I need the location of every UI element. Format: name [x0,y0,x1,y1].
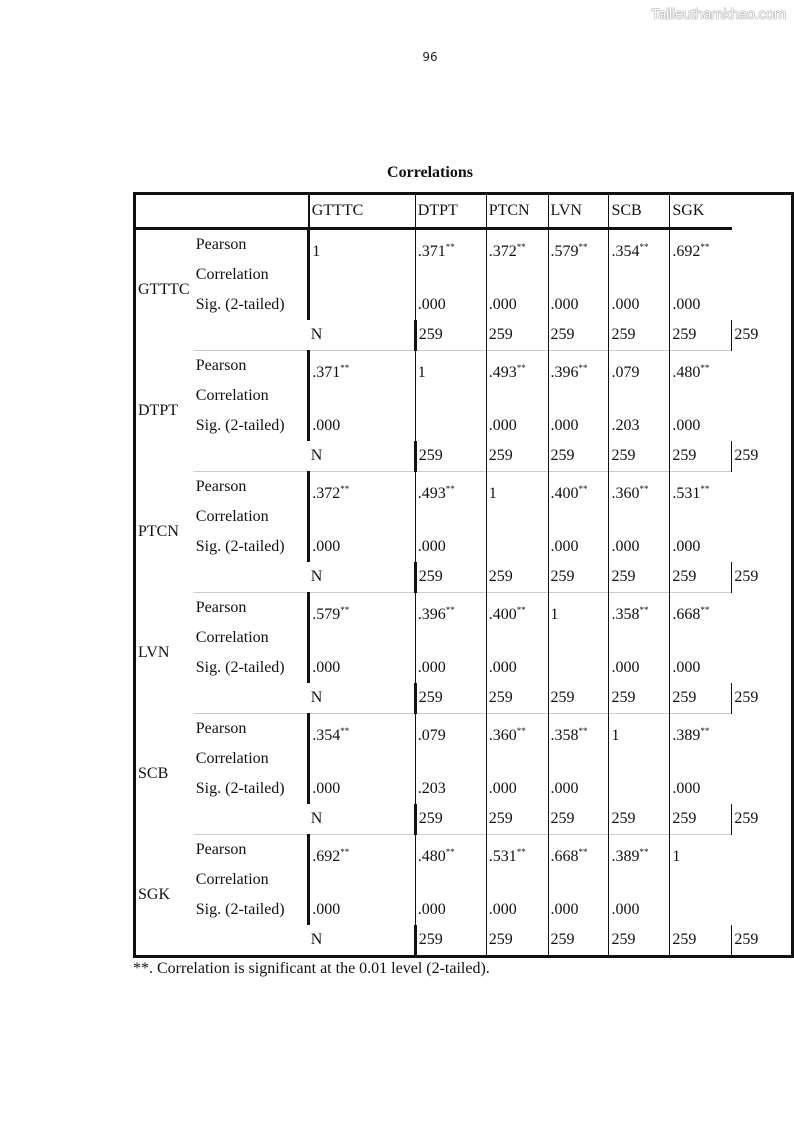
table-body [135,229,793,957]
variable-spacer [194,562,309,593]
stat-label-pearson-line2: Correlation [195,387,269,404]
n-value: 259 [670,804,732,835]
stat-label-sig: Sig. (2-tailed) [194,532,309,562]
pearson-value-cell [670,229,732,291]
column-header: SCB [609,194,670,229]
n-value: 259 [548,925,609,957]
pearson-value-cell [670,593,732,654]
sig-value: .000 [670,532,732,562]
sig-value: .000 [670,290,732,320]
significance-marker: ** [340,847,350,857]
stat-label-n: N [309,441,416,472]
table-row-n [135,925,793,957]
pearson-value: 1 [488,485,497,502]
stat-label-n: N [309,804,416,835]
n-value: 259 [609,804,670,835]
n-value: 259 [732,320,793,351]
pearson-value-cell [309,351,416,412]
significance-marker: ** [639,605,649,615]
correlations-table [133,192,794,958]
footnote: **. Correlation is significant at the 0.01 level (2-tailed). [133,960,490,977]
stat-label-pearson-line2: Correlation [195,750,269,767]
n-value: 259 [415,683,486,714]
pearson-value-cell [486,835,548,896]
sig-value: .000 [309,532,416,562]
pearson-value-cell [486,472,548,533]
sig-value [486,532,548,562]
table-row-pearson [135,229,793,291]
pearson-value: .079 [417,727,446,744]
significance-marker: ** [639,847,649,857]
sig-value: .000 [415,653,486,683]
sig-value [609,774,670,804]
variable-label: GTTTC [138,281,190,299]
sig-value: .000 [309,895,416,925]
pearson-value-cell [309,835,416,896]
stat-label-pearson-line1: Pearson [195,478,247,495]
sig-value: .000 [548,895,609,925]
significance-marker: ** [445,242,455,252]
sig-value: .000 [670,653,732,683]
pearson-value: .400 [550,485,579,502]
n-value: 259 [415,441,486,472]
table-row-n [135,562,793,593]
significance-marker: ** [340,605,350,615]
n-value: 259 [609,683,670,714]
stat-label-sig: Sig. (2-tailed) [194,774,309,804]
pearson-value: .360 [611,485,640,502]
sig-value: .000 [486,653,548,683]
pearson-value: .668 [672,606,701,623]
stat-label-pearson [194,229,309,291]
pearson-value-cell [609,351,670,412]
pearson-value: .480 [672,364,701,381]
n-value: 259 [415,925,486,957]
stat-label-pearson-line1: Pearson [195,236,247,253]
variable-label: SCB [138,765,169,782]
header-corner [135,194,309,229]
stat-label-pearson-line1: Pearson [195,841,247,858]
stat-label-pearson-line2: Correlation [195,266,269,283]
table-row-pearson [135,714,793,775]
n-value: 259 [415,804,486,835]
pearson-value: .371 [312,364,341,381]
sig-value: .000 [309,653,416,683]
significance-marker: ** [578,726,588,736]
pearson-value-cell [548,593,609,654]
significance-marker: ** [445,847,455,857]
sig-value: .000 [609,895,670,925]
n-value: 259 [670,320,732,351]
stat-label-pearson [194,472,309,533]
significance-marker: ** [516,363,526,373]
pearson-value-cell [309,472,416,533]
significance-marker: ** [639,484,649,494]
stat-label-pearson [194,593,309,654]
stat-label-pearson-line2: Correlation [195,871,269,888]
pearson-value-cell [609,472,670,533]
pearson-value-cell [548,835,609,896]
column-header: LVN [548,194,609,229]
sig-value: .000 [415,532,486,562]
pearson-value: .480 [417,848,446,865]
sig-value: .203 [609,411,670,441]
column-header: PTCN [486,194,548,229]
significance-marker: ** [700,484,710,494]
n-value: 259 [486,925,548,957]
n-value: 259 [548,683,609,714]
pearson-value: .358 [611,606,640,623]
n-value: 259 [609,441,670,472]
n-value: 259 [486,804,548,835]
pearson-value: .692 [672,243,701,260]
stat-label-sig: Sig. (2-tailed) [194,411,309,441]
pearson-value-cell [609,714,670,775]
table-row-pearson [135,593,793,654]
pearson-value-cell [670,472,732,533]
significance-marker: ** [578,484,588,494]
significance-marker: ** [516,242,526,252]
n-value: 259 [732,562,793,593]
sig-value: .000 [609,290,670,320]
header-row [135,194,793,229]
pearson-value: .668 [550,848,579,865]
table-row-sig [135,411,793,441]
significance-marker: ** [516,726,526,736]
pearson-value-cell [548,714,609,775]
pearson-value-cell [415,472,486,533]
pearson-value: .358 [550,727,579,744]
significance-marker: ** [578,242,588,252]
n-value: 259 [486,683,548,714]
sig-value: .000 [415,290,486,320]
table-row-n [135,804,793,835]
n-value: 259 [548,441,609,472]
significance-marker: ** [445,484,455,494]
pearson-value-cell [415,714,486,775]
column-header: SGK [670,194,732,229]
pearson-value: .396 [417,606,446,623]
sig-value: .000 [548,774,609,804]
sig-value: .000 [486,411,548,441]
n-value: 259 [670,441,732,472]
table-row-n [135,441,793,472]
n-value: 259 [486,441,548,472]
stat-label-pearson [194,351,309,412]
pearson-value: .396 [550,364,579,381]
n-value: 259 [609,925,670,957]
pearson-value-cell [609,835,670,896]
pearson-value-cell [309,593,416,654]
pearson-value: .389 [611,848,640,865]
stat-label-n: N [309,925,416,957]
variable-spacer [194,441,309,472]
table-row-n [135,320,793,351]
table-row-sig [135,290,793,320]
table-row-sig [135,774,793,804]
table-row-sig [135,895,793,925]
pearson-value: 1 [550,606,559,623]
sig-value: .000 [609,532,670,562]
stat-label-pearson-line2: Correlation [195,629,269,646]
pearson-value-cell [548,351,609,412]
table-row-n [135,683,793,714]
table-title: Correlations [387,164,473,181]
pearson-value-cell [548,472,609,533]
stat-label-n: N [309,683,416,714]
n-value: 259 [486,320,548,351]
sig-value: .203 [415,774,486,804]
pearson-value: 1 [611,727,620,744]
variable-spacer [194,804,309,835]
sig-value [670,895,732,925]
n-value: 259 [548,320,609,351]
n-value: 259 [670,683,732,714]
sig-value: .000 [670,774,732,804]
pearson-value-cell [486,351,548,412]
n-value: 259 [670,562,732,593]
pearson-value: .400 [488,606,517,623]
stat-label-sig: Sig. (2-tailed) [194,895,309,925]
stat-label-pearson-line1: Pearson [195,720,247,737]
pearson-value: .354 [312,727,341,744]
variable-label: DTPT [138,402,178,419]
n-value: 259 [548,562,609,593]
pearson-value-cell [415,593,486,654]
n-value: 259 [609,562,670,593]
pearson-value: .079 [611,364,640,381]
pearson-value: 1 [417,364,426,381]
pearson-value-cell [415,351,486,412]
significance-marker: ** [700,363,710,373]
variable-label: SGK [138,885,171,903]
n-value: 259 [732,925,793,957]
significance-marker: ** [516,847,526,857]
pearson-value-cell [670,714,732,775]
pearson-value: .360 [488,727,517,744]
sig-value: .000 [415,895,486,925]
significance-marker: ** [578,847,588,857]
n-value: 259 [548,804,609,835]
stat-label-n: N [309,320,416,351]
n-value: 259 [670,925,732,957]
sig-value: .000 [548,290,609,320]
pearson-value: 1 [312,243,321,260]
pearson-value: 1 [672,848,681,865]
watermark: Tailieuthamkhao.com [650,6,786,23]
pearson-value-cell [486,714,548,775]
n-value: 259 [415,320,486,351]
significance-marker: ** [516,605,526,615]
pearson-value: .531 [672,485,701,502]
variable-spacer [194,320,309,351]
pearson-value-cell [486,229,548,291]
pearson-value-cell [309,229,416,291]
n-value: 259 [486,562,548,593]
sig-value: .000 [486,774,548,804]
n-value: 259 [732,804,793,835]
column-header: DTPT [415,194,486,229]
pearson-value-cell [486,593,548,654]
pearson-value: .692 [312,848,341,865]
table-row-pearson [135,472,793,533]
stat-label-n: N [309,562,416,593]
variable-spacer [194,683,309,714]
pearson-value-cell [670,351,732,412]
significance-marker: ** [639,242,649,252]
pearson-value: .531 [488,848,517,865]
pearson-value: .493 [417,485,446,502]
sig-value: .000 [309,411,416,441]
stat-label-sig: Sig. (2-tailed) [194,653,309,683]
pearson-value: .372 [312,485,341,502]
n-value: 259 [732,683,793,714]
stat-label-pearson [194,835,309,896]
sig-value: .000 [548,411,609,441]
pearson-value: .579 [312,606,341,623]
pearson-value-cell [415,835,486,896]
pearson-value-cell [548,229,609,291]
pearson-value: .493 [488,364,517,381]
variable-label: LVN [138,644,170,661]
stat-label-pearson [194,714,309,775]
sig-value: .000 [670,411,732,441]
sig-value [548,653,609,683]
stat-label-sig: Sig. (2-tailed) [194,290,309,320]
sig-value [415,411,486,441]
pearson-value: .389 [672,727,701,744]
sig-value: .000 [548,532,609,562]
significance-marker: ** [700,242,710,252]
pearson-value: .371 [417,243,446,260]
pearson-value-cell [609,593,670,654]
significance-marker: ** [445,605,455,615]
table-row-sig [135,653,793,683]
pearson-value-cell [415,229,486,291]
column-header: GTTTC [309,194,416,229]
table-row-pearson [135,351,793,412]
sig-value: .000 [309,774,416,804]
significance-marker: ** [340,484,350,494]
stat-label-pearson-line1: Pearson [195,599,247,616]
significance-marker: ** [700,726,710,736]
n-value: 259 [732,441,793,472]
table-row-pearson [135,835,793,896]
sig-value: .000 [609,653,670,683]
stat-label-pearson-line1: Pearson [195,357,247,374]
significance-marker: ** [700,605,710,615]
significance-marker: ** [578,363,588,373]
pearson-value-cell [670,835,732,896]
significance-marker: ** [340,726,350,736]
table-row-sig [135,532,793,562]
pearson-value: .372 [488,243,517,260]
pearson-value-cell [309,714,416,775]
n-value: 259 [609,320,670,351]
stat-label-pearson-line2: Correlation [195,508,269,525]
n-value: 259 [415,562,486,593]
variable-label: PTCN [138,523,179,540]
variable-spacer [194,925,309,957]
significance-marker: ** [340,363,350,373]
sig-value [309,290,416,320]
pearson-value-cell [609,229,670,291]
pearson-value: .354 [611,243,640,260]
sig-value: .000 [486,290,548,320]
sig-value: .000 [486,895,548,925]
page-number: 96 [422,50,438,64]
pearson-value: .579 [550,243,579,260]
